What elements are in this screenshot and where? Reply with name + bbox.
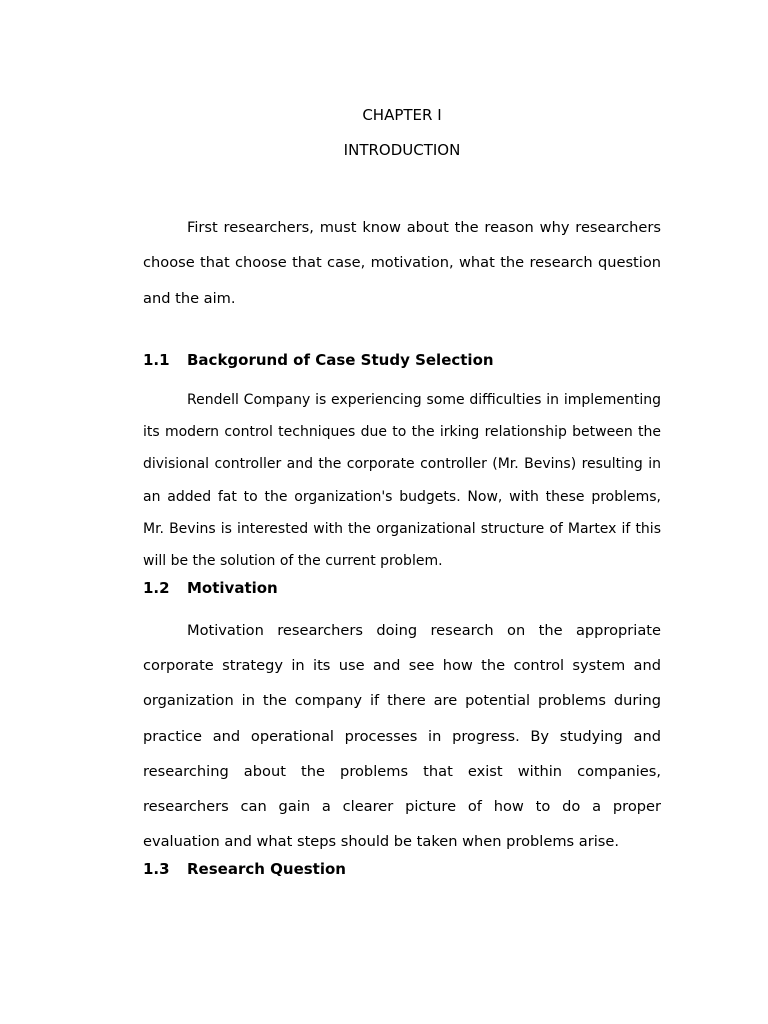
section-heading-1-3 [143, 860, 346, 878]
section-title: Research Question [187, 860, 346, 878]
section-1-2-text: Motivation researchers doing research on the appropriate corporate strategy in its use and see how the control system and organization in the company if there are potential problems during practice and operational processes in progress. By studying and researching about the problems that exist within companies, researchers can gain a clearer picture of how to do a proper evaluation and what steps should be taken when problems arise. [143, 622, 661, 851]
section-heading-1-2 [143, 579, 278, 597]
section-number: 1.3 [143, 860, 170, 878]
chapter-title: INTRODUCTION [343, 141, 461, 159]
section-title: Motivation [187, 579, 278, 597]
intro-paragraph [143, 210, 661, 316]
section-heading-1-1 [143, 351, 494, 369]
section-1-1-text: Rendell Company is experiencing some difficulties in implementing its modern control techniques due to the irking relationship between the divisional controller and the corporate controller (Mr. Bevins) resulting in an added fat to the organization's budgets. Now, with these problems, Mr. Bevins is interested with the organizational structure of Martex if this will be the solution of the current problem. [143, 392, 661, 570]
intro-text: First researchers, must know about the reason why researchers choose that choose that case, motivation, what the research question and the aim. [143, 219, 661, 307]
chapter-label: CHAPTER I [362, 106, 442, 124]
section-title: Backgorund of Case Study Selection [187, 351, 494, 369]
section-1-1-paragraph [143, 384, 661, 577]
section-1-2-paragraph [143, 613, 661, 859]
section-number: 1.2 [143, 579, 170, 597]
section-number: 1.1 [143, 351, 170, 369]
